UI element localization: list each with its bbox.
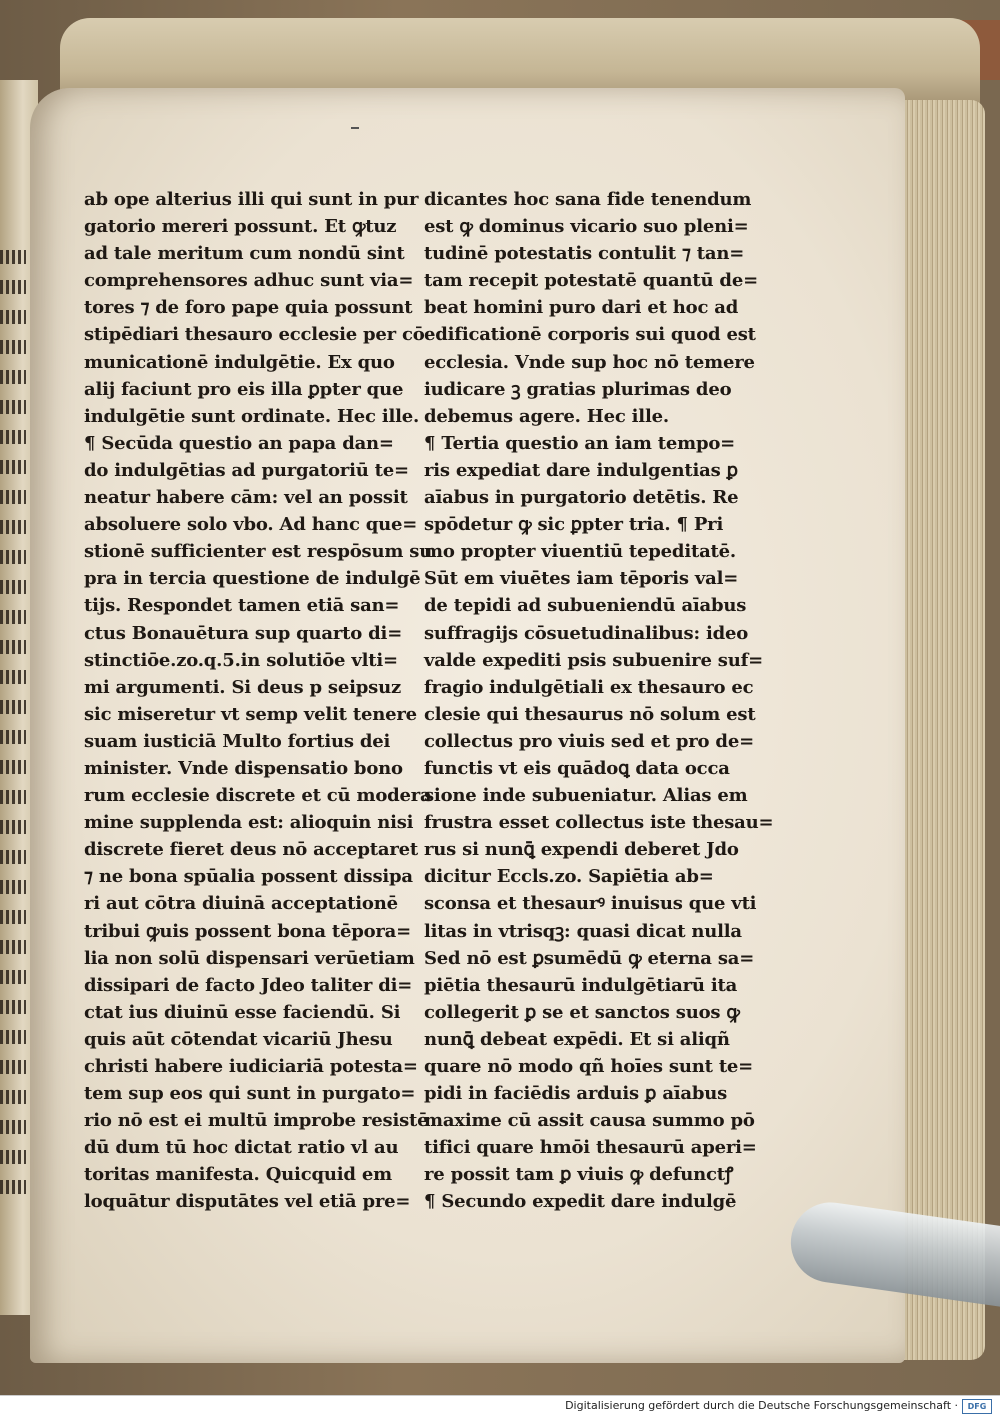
text-line: comprehensores adhuc sunt via= [84,270,414,292]
text-line: aīabus in purgatorio detētis. Re [424,487,739,509]
text-line: neatur habere cām: vel an possit [84,487,408,509]
text-line: ri aut cōtra diuinā acceptationē [84,893,398,915]
text-line: rus si nunꝗ̄ expendi deberet Jdo [424,839,739,861]
text-line: litas in vtrisqꝫ: quasi dicat nulla [424,920,742,942]
text-line: valde expediti psis subuenire suf= [424,649,764,671]
right-text-column [424,186,774,1216]
text-line: rio nō est ei multū improbe resistē [84,1110,429,1132]
text-line: maxime cū assit causa summo pō [424,1110,755,1132]
text-line: pra in tercia questione de indulgē [84,568,421,590]
text-line: de tepidi ad subueniendū aīabus [424,595,747,617]
text-line: ecclesia. Vnde sup hoc nō temere [424,351,755,373]
text-line: suam iusticiā Multo fortius dei [84,730,391,752]
text-line: clesie qui thesaurus nō solum est [424,703,756,725]
text-line: mine supplenda est: alioquin nisi [84,812,414,834]
text-line: est ꝙ dominus vicario suo pleni= [424,216,749,238]
text-line: tem sup eos qui sunt in purgato= [84,1083,416,1105]
signature-mark [351,127,359,129]
text-line: iudicare ꝫ gratias plurimas deo [424,378,732,400]
text-line: mi argumenti. Si deus p seipsuz [84,676,401,698]
text-line: tudinē potestatis contulit ⁊ tan= [424,243,745,265]
text-line: lia non solū dispensari verūetiam [84,947,415,969]
text-line: stipēdiari thesauro ecclesie per cō [84,324,425,346]
text-line: municationē indulgētie. Ex quo [84,351,395,373]
text-line: tijs. Respondet tamen etiā san= [84,595,400,617]
text-line: mo propter viuentiū tepeditatē. [424,541,736,563]
text-line: tifici quare hmōi thesaurū aperi= [424,1137,757,1159]
text-line: tam recepit potestatē quantū de= [424,270,758,292]
text-line: toritas manifesta. Quicquid em [84,1164,392,1186]
text-line: ctat ius diuinū esse faciendū. Si [84,1001,401,1023]
text-line: debemus agere. Hec ille. [424,405,669,427]
text-line: collectus pro viuis sed et pro de= [424,730,754,752]
text-line: rum ecclesie discrete et cū modera [84,785,432,807]
text-line: christi habere iudiciariā potesta= [84,1056,418,1077]
text-line: collegerit ꝑ se et sanctos suos ꝙ [424,1001,740,1023]
text-line: pidi in faciēdis arduis ꝑ aīabus [424,1083,728,1105]
text-line: stinctiōe.zo.q.5.in solutiōe vlti= [84,649,398,671]
text-line: spōdetur ꝙ sic ꝑpter tria. ¶ Pri [424,514,724,536]
text-line: loquātur disputātes vel etiā pre= [84,1191,411,1213]
text-line: frustra esset collectus iste thesau= [424,812,774,834]
text-line: ¶ Secūda questio an papa dan= [84,432,394,454]
text-line: tribui ꝙuis possent bona tēpora= [84,920,412,942]
text-line: ¶ Tertia questio an iam tempo= [424,432,736,454]
text-line: ris expediat dare indulgentias ꝑ [424,459,738,481]
dfg-logo[interactable]: DFG [962,1399,992,1414]
text-line: minister. Vnde dispensatio bono [84,757,403,779]
text-line: discrete fieret deus nō acceptaret [84,839,418,861]
text-line: dicitur Eccls.zo. Sapiētia ab= [424,866,714,888]
text-line: absoluere solo vbo. Ad hanc que= [84,514,418,536]
footer-bar [0,1395,1000,1416]
text-line: functis vt eis quādoꝗ data occa [424,757,730,779]
text-line: ⁊ ne bona spūalia possent dissipa [84,866,413,888]
text-line: re possit tam ꝑ viuis ꝙ defunctꝭ [424,1164,734,1186]
text-line: ctus Bonauētura sup quarto di= [84,622,403,644]
text-line: Sūt em viuētes iam tēporis val= [424,568,739,590]
text-line: quare nō modo qñ hoīes sunt te= [424,1056,754,1077]
text-line: quis aūt cōtendat vicariū Jhesu [84,1028,393,1050]
text-line: stionē sufficienter est respōsum su [84,541,433,563]
text-line: beat homini puro dari et hoc ad [424,297,739,319]
text-line: edificationē corporis sui quod est [424,324,756,346]
text-line: do indulgētias ad purgatoriū te= [84,459,409,481]
text-line: indulgētie sunt ordinate. Hec ille. [84,405,420,427]
text-line: sione inde subueniatur. Alias em [424,785,748,807]
text-line: Sed nō est ꝑsumēdū ꝙ eterna sa= [424,947,755,969]
text-line: ab ope alterius illi qui sunt in pur [84,189,419,210]
text-line: nunꝗ̄ debeat expēdi. Et si aliqñ [424,1028,730,1050]
left-page-text-fragments [0,250,30,1260]
text-line: fragio indulgētiali ex thesauro ec [424,676,754,698]
text-line: tores ⁊ de foro pape quia possunt [84,297,413,319]
text-line: suffragijs cōsuetudinalibus: ideo [424,622,749,644]
text-line: dissipari de facto Jdeo taliter di= [84,974,413,996]
text-line: piētia thesaurū indulgētiarū ita [424,974,738,996]
left-text-column [84,186,433,1216]
footer-credit: Digitalisierung gefördert durch die Deutsche Forschungsgemeinschaft · [565,1399,958,1412]
text-line: ad tale meritum cum nondū sint [84,243,405,265]
text-line: dū dum tū hoc dictat ratio vl au [84,1137,399,1159]
text-line: ¶ Secundo expedit dare indulgē [424,1191,737,1213]
text-line: gatorio mereri possunt. Et ꝙtuz [84,216,397,238]
text-line: sconsa et thesaurꝰ inuisus que vti [424,893,757,915]
text-line: dicantes hoc sana fide tenendum [424,189,752,210]
text-line: alij faciunt pro eis illa ꝑpter que [84,378,404,400]
text-line: sic miseretur vt semp velit tenere [84,703,417,725]
